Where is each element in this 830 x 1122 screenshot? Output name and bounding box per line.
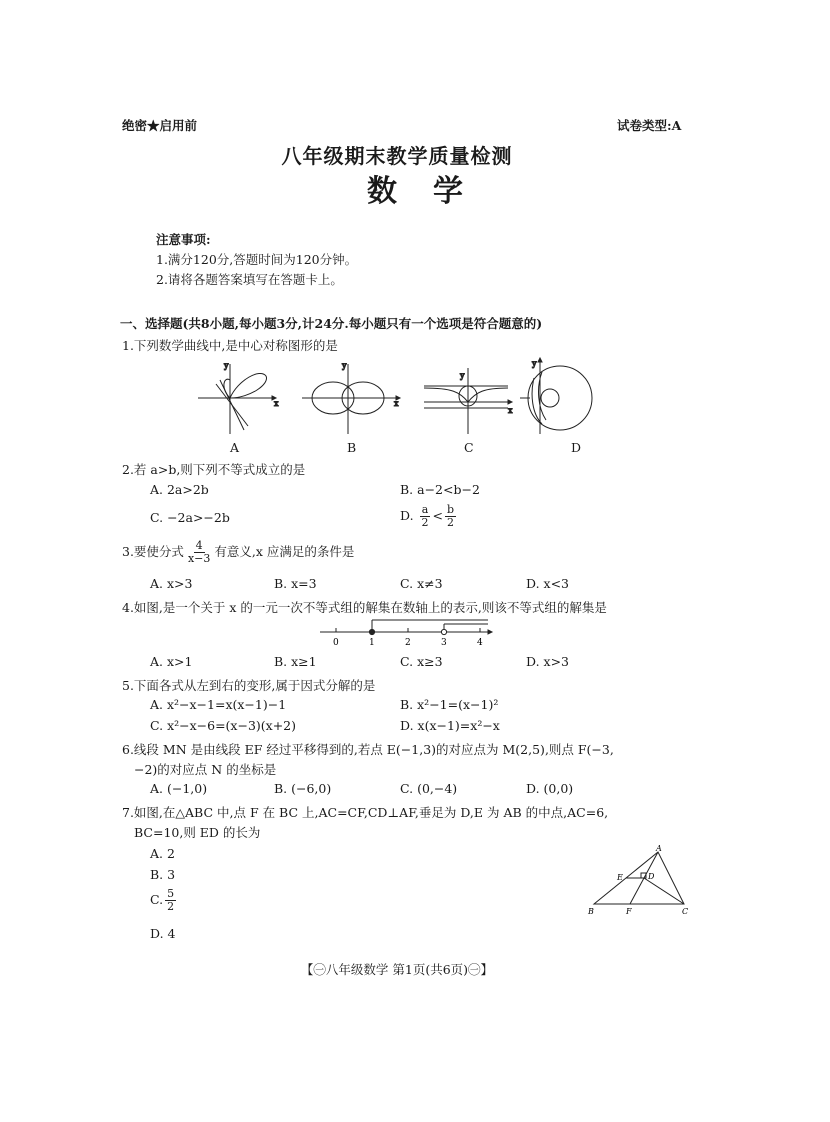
question-6-stem: 6.线段 MN 是由线段 EF 经过平移得到的,若点 E(−1,3)的对应点为 M(2,5),则点 F(−3,	[122, 742, 614, 757]
subject-title: 数学	[367, 174, 499, 209]
option-b: B. (−6,0)	[274, 781, 332, 796]
option-a: A. 2	[150, 846, 175, 861]
tick-label: 4	[477, 638, 483, 648]
option-c: C. x≥3	[400, 654, 443, 669]
option-b: B. 3	[150, 867, 176, 882]
question-7-stem-cont: BC=10,则 ED 的长为	[134, 825, 261, 840]
denominator: 2	[421, 516, 429, 529]
denominator: 2	[447, 516, 455, 529]
option-b: B. x=3	[274, 576, 317, 591]
point-label: F	[626, 907, 632, 916]
question-6-stem-cont: −2)的对应点 N 的坐标是	[134, 762, 277, 777]
stem-text: 3.要使分式	[122, 544, 184, 559]
numerator: b	[447, 503, 455, 516]
option-c	[150, 888, 178, 913]
figure-b-curve	[302, 361, 400, 434]
option-d: D. (0,0)	[526, 781, 574, 796]
question-4-stem: 4.如图,是一个关于 x 的一元一次不等式组的解集在数轴上的表示,则该不等式组的解集是	[122, 600, 607, 615]
point-label: A	[656, 844, 662, 853]
fraction	[420, 504, 431, 529]
notice-item: 1.满分120分,答题时间为120分钟。	[156, 252, 358, 267]
numerator: a	[421, 503, 429, 516]
page-footer: 【㊀八年级数学 第1页(共6页)㊀】	[300, 962, 494, 977]
figure-d-curve	[520, 358, 592, 434]
option-c: C. (0,−4)	[400, 781, 458, 796]
axis-x-label: x	[274, 399, 279, 408]
option-d: D. 4	[150, 926, 176, 941]
numerator: 4	[195, 539, 203, 552]
axis-y-label: y	[224, 361, 229, 370]
option-a: A. (−1,0)	[150, 781, 208, 796]
axis-y-label: y	[342, 361, 347, 370]
denominator: x−3	[187, 552, 211, 565]
exam-title: 八年级期末教学质量检测	[281, 144, 513, 168]
paper-type-label: 试卷类型:A	[617, 118, 682, 133]
notice-heading: 注意事项:	[156, 232, 211, 247]
option-c: C. −2a>−2b	[150, 510, 230, 525]
tick-label: 0	[333, 638, 339, 648]
stem-text: 有意义,x 应满足的条件是	[214, 544, 355, 559]
triangle-figure	[586, 842, 692, 918]
tick-label: 1	[369, 638, 375, 648]
option-a: A. x²−x−1=x(x−1)−1	[150, 697, 287, 712]
tick-label: 2	[405, 638, 411, 648]
option-d: D. x<3	[526, 576, 569, 591]
question-5-stem: 5.下面各式从左到右的变形,属于因式分解的是	[122, 678, 376, 693]
question-2-stem: 2.若 a>b,则下列不等式成立的是	[122, 462, 306, 477]
fraction	[165, 888, 176, 913]
figure-label: A	[230, 440, 240, 455]
option-d-prefix: D.	[400, 508, 414, 523]
question-7-stem: 7.如图,在△ABC 中,点 F 在 BC 上,AC=CF,CD⊥AF,垂足为 D,E 为 AB 的中点,AC=6,	[122, 805, 609, 820]
figure-a-curve	[198, 361, 279, 434]
figure-label: C	[464, 440, 474, 455]
point-label: C	[682, 907, 689, 916]
option-a: A. 2a>2b	[150, 482, 209, 497]
figure-label: D	[571, 440, 582, 455]
axis-y-label: y	[460, 371, 465, 380]
number-line	[318, 616, 494, 650]
option-b: B. x≥1	[274, 654, 317, 669]
question-1-stem: 1.下列数学曲线中,是中心对称图形的是	[122, 338, 338, 353]
option-a: A. x>1	[150, 654, 193, 669]
section-heading: 一、选择题(共8小题,每小题3分,计24分.每小题只有一个选项是符合题意的)	[120, 316, 543, 331]
numerator: 5	[167, 887, 175, 900]
option-b: B. x²−1=(x−1)²	[400, 697, 499, 712]
question-3-stem	[122, 540, 354, 565]
option-d: D. x>3	[526, 654, 569, 669]
notice-item: 2.请将各题答案填写在答题卡上。	[156, 272, 343, 287]
relation: <	[432, 508, 444, 523]
tick-label: 3	[441, 638, 447, 648]
question-1-figures	[190, 358, 537, 438]
fraction	[186, 540, 212, 565]
option-b: B. a−2<b−2	[400, 482, 480, 497]
confidential-label: 绝密★启用前	[122, 118, 198, 133]
option-a: A. x>3	[150, 576, 193, 591]
option-c: C. x²−x−6=(x−3)(x+2)	[150, 718, 297, 733]
axis-x-label: x	[508, 406, 513, 415]
axis-y-label: y	[532, 359, 537, 368]
figure-label: B	[347, 440, 357, 455]
figure-c-curve	[424, 368, 513, 434]
point-label: D	[648, 872, 655, 881]
point-label: E	[617, 873, 623, 882]
option-c: C. x≠3	[400, 576, 443, 591]
fraction	[445, 504, 456, 529]
point-label: B	[588, 907, 594, 916]
denominator: 2	[167, 900, 175, 913]
option-c-prefix: C.	[150, 892, 164, 907]
option-d	[400, 504, 458, 529]
axis-x-label: x	[394, 399, 399, 408]
option-d: D. x(x−1)=x²−x	[400, 718, 500, 733]
